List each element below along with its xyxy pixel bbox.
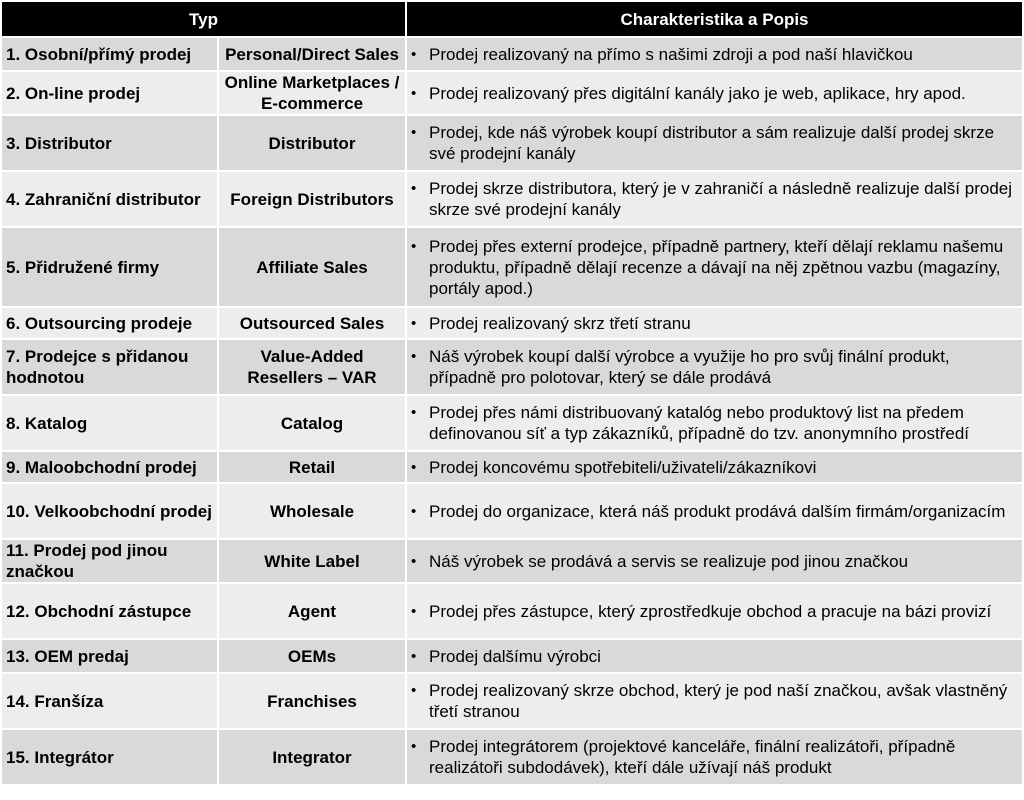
bullet-icon: • (411, 552, 417, 570)
cell-type-english: Outsourced Sales (218, 307, 406, 339)
bullet-icon: • (411, 124, 417, 141)
cell-type-czech: 5. Přidružené firmy (1, 227, 218, 307)
description-text: Prodej přes zástupce, který zprostředkuje obchod a pracuje na bázi provizí (429, 601, 992, 621)
description-text: Prodej dalšímu výrobci (429, 646, 601, 666)
bullet-icon: • (411, 682, 417, 699)
cell-type-english: Value-Added Resellers – VAR (218, 339, 406, 395)
description-text: Prodej, kde náš výrobek koupí distributor a sám realizuje další prodej skrze své prodejní kanály (429, 123, 995, 163)
cell-description (406, 483, 1023, 539)
description-text: Prodej přes externí prodejce, případně partnery, kteří dělají reklamu našemu produktu, případně dělají recenze a dávají na něj zpětnou vazbu (magazíny, portály apod.) (429, 236, 1004, 298)
cell-description (406, 395, 1023, 451)
table-row (1, 483, 1023, 539)
cell-type-czech: 11. Prodej pod jinou značkou (1, 539, 218, 583)
bullet-icon: • (411, 84, 417, 102)
description-text: Prodej realizovaný přes digitální kanály jako je web, aplikace, hry apod. (429, 83, 966, 103)
cell-type-czech: 6. Outsourcing prodeje (1, 307, 218, 339)
table-row (1, 71, 1023, 115)
cell-type-czech: 10. Velkoobchodní prodej (1, 483, 218, 539)
bullet-icon: • (411, 602, 417, 620)
table-row (1, 115, 1023, 171)
cell-type-czech: 3. Distributor (1, 115, 218, 171)
cell-type-english: Wholesale (218, 483, 406, 539)
cell-type-english: White Label (218, 539, 406, 583)
bullet-icon: • (411, 180, 417, 197)
cell-type-english: Franchises (218, 673, 406, 729)
table-row (1, 339, 1023, 395)
bullet-icon: • (411, 647, 417, 665)
cell-description (406, 339, 1023, 395)
description-text: Prodej do organizace, která náš produkt prodává dalším firmám/organizacím (429, 501, 1006, 521)
cell-description (406, 37, 1023, 71)
header-type: Typ (1, 1, 406, 37)
cell-type-english: Affiliate Sales (218, 227, 406, 307)
cell-type-english: Personal/Direct Sales (218, 37, 406, 71)
cell-type-czech: 7. Prodejce s přidanou hodnotou (1, 339, 218, 395)
cell-type-english: Foreign Distributors (218, 171, 406, 227)
table-row (1, 307, 1023, 339)
cell-type-czech: 14. Franšíza (1, 673, 218, 729)
header-row (1, 1, 1023, 37)
cell-description (406, 115, 1023, 171)
header-description: Charakteristika a Popis (406, 1, 1023, 37)
description-text: Prodej realizovaný skrz třetí stranu (429, 313, 691, 333)
cell-type-czech: 9. Maloobchodní prodej (1, 451, 218, 483)
table-row (1, 583, 1023, 639)
table-row (1, 227, 1023, 307)
table-row (1, 539, 1023, 583)
cell-type-english: OEMs (218, 639, 406, 673)
cell-type-czech: 12. Obchodní zástupce (1, 583, 218, 639)
bullet-icon: • (411, 314, 417, 332)
cell-description (406, 639, 1023, 673)
cell-type-czech: 13. OEM predaj (1, 639, 218, 673)
cell-description (406, 539, 1023, 583)
table-row (1, 729, 1023, 785)
cell-description (406, 227, 1023, 307)
cell-description (406, 71, 1023, 115)
table-row (1, 451, 1023, 483)
bullet-icon: • (411, 502, 417, 520)
bullet-icon: • (411, 237, 417, 255)
description-text: Prodej realizovaný skrze obchod, který je pod naší značkou, avšak vlastněný třetí stranou (429, 681, 1008, 721)
description-text: Prodej integrátorem (projektové kanceláře, finální realizátoři, případně realizátoři subdodávek), kteří dále užívají náš produkt (429, 737, 956, 777)
table-body (1, 37, 1023, 785)
bullet-icon: • (411, 458, 417, 476)
table-row (1, 395, 1023, 451)
description-text: Náš výrobek koupí další výrobce a využije ho pro svůj finální produkt, případně pro polotovar, který se dále prodává (429, 347, 950, 387)
cell-type-english: Online Marketplaces / E-commerce (218, 71, 406, 115)
cell-type-czech: 1. Osobní/přímý prodej (1, 37, 218, 71)
table-row (1, 171, 1023, 227)
cell-type-czech: 8. Katalog (1, 395, 218, 451)
cell-type-czech: 2. On-line prodej (1, 71, 218, 115)
cell-type-czech: 4. Zahraniční distributor (1, 171, 218, 227)
cell-description (406, 729, 1023, 785)
cell-description (406, 451, 1023, 483)
cell-description (406, 673, 1023, 729)
bullet-icon: • (411, 404, 417, 421)
bullet-icon: • (411, 45, 417, 63)
cell-description (406, 307, 1023, 339)
bullet-icon: • (411, 348, 417, 365)
cell-type-czech: 15. Integrátor (1, 729, 218, 785)
description-text: Prodej skrze distributora, který je v zahraničí a následně realizuje další prodej skrze své prodejní kanály (429, 179, 1013, 219)
description-text: Prodej přes námi distribuovaný katalóg nebo produktový list na předem definovanou síť a typ zákazníků, případně do tzv. anonymního prostředí (429, 403, 969, 443)
table-row (1, 37, 1023, 71)
cell-type-english: Retail (218, 451, 406, 483)
bullet-icon: • (411, 738, 417, 755)
cell-type-english: Integrator (218, 729, 406, 785)
cell-description (406, 171, 1023, 227)
table-row (1, 639, 1023, 673)
description-text: Náš výrobek se prodává a servis se realizuje pod jinou značkou (429, 551, 909, 571)
table-row (1, 673, 1023, 729)
cell-description (406, 583, 1023, 639)
description-text: Prodej realizovaný na přímo s našimi zdroji a pod naší hlavičkou (429, 44, 913, 64)
cell-type-english: Agent (218, 583, 406, 639)
description-text: Prodej koncovému spotřebiteli/uživateli/zákazníkovi (429, 457, 817, 477)
cell-type-english: Catalog (218, 395, 406, 451)
cell-type-english: Distributor (218, 115, 406, 171)
